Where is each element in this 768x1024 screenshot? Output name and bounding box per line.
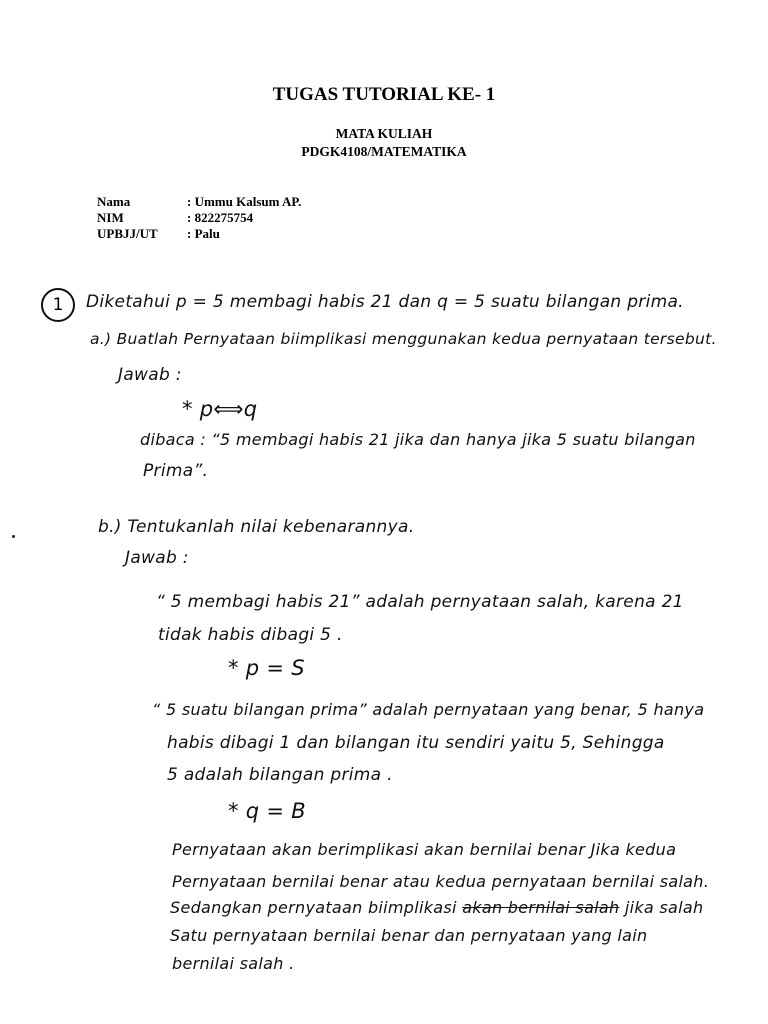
info-value: : 822275754: [187, 210, 254, 225]
conclusion-3-end: jika salah: [619, 898, 704, 917]
handwritten-a-read-2: Prima”.: [143, 461, 209, 481]
handwritten-conclusion-3: [170, 898, 703, 917]
info-label: Nama: [97, 194, 131, 209]
info-label: UPBJJ/UT: [97, 226, 158, 241]
info-value: : Ummu Kalsum AP.: [187, 194, 302, 209]
info-row: [97, 210, 301, 226]
handwritten-a-formula: * p⟺q: [182, 397, 258, 421]
handwritten-b-q2: habis dibagi 1 dan bilangan itu sendiri yaitu 5, Sehingga: [167, 733, 665, 753]
info-value: : Palu: [187, 226, 220, 241]
handwritten-conclusion-1: Pernyataan akan berimplikasi akan bernilai benar Jika kedua: [172, 840, 677, 859]
handwritten-b-p-value: * p = S: [228, 656, 305, 680]
document-title: TUGAS TUTORIAL KE- 1: [272, 84, 496, 105]
handwritten-b-p2: tidak habis dibagi 5 .: [158, 625, 343, 645]
handwritten-b-p1: “ 5 membagi habis 21” adalah pernyataan salah, karena 21: [156, 592, 684, 612]
handwritten-a-question: a.) Buatlah Pernyataan biimplikasi menggunakan kedua pernyataan tersebut.: [90, 330, 717, 348]
course-code: PDGK4108/MATEMATIKA: [301, 144, 467, 159]
handwritten-conclusion-4: Satu pernyataan bernilai benar dan pernyataan yang lain: [170, 926, 648, 945]
course-label: MATA KULIAH: [335, 126, 433, 141]
handwritten-a-read-1: dibaca : “5 membagi habis 21 jika dan hanya jika 5 suatu bilangan: [140, 430, 696, 449]
handwritten-conclusion-2: Pernyataan bernilai benar atau kedua pernyataan bernilai salah.: [172, 872, 710, 891]
handwritten-b-q3: 5 adalah bilangan prima .: [167, 765, 393, 785]
crossed-out-text: akan bernilai salah: [462, 898, 620, 917]
handwritten-b-jawab: Jawab :: [125, 548, 189, 568]
info-label: NIM: [97, 210, 124, 225]
question-number: 1: [41, 288, 75, 322]
scan-speck: [12, 535, 15, 538]
info-row: [97, 226, 301, 242]
handwritten-b-question: b.) Tentukanlah nilai kebenarannya.: [98, 517, 415, 537]
handwritten-conclusion-5: bernilai salah .: [172, 954, 295, 973]
student-info: [97, 194, 301, 242]
conclusion-3-start: Sedangkan pernyataan biimplikasi: [170, 898, 463, 917]
handwritten-a-jawab: Jawab :: [118, 365, 182, 385]
handwritten-b-q1: “ 5 suatu bilangan prima” adalah pernyataan yang benar, 5 hanya: [152, 700, 705, 719]
handwritten-b-q-value: * q = B: [228, 799, 306, 823]
info-row: [97, 194, 301, 210]
handwritten-intro: Diketahui p = 5 membagi habis 21 dan q = 5 suatu bilangan prima.: [86, 292, 684, 312]
